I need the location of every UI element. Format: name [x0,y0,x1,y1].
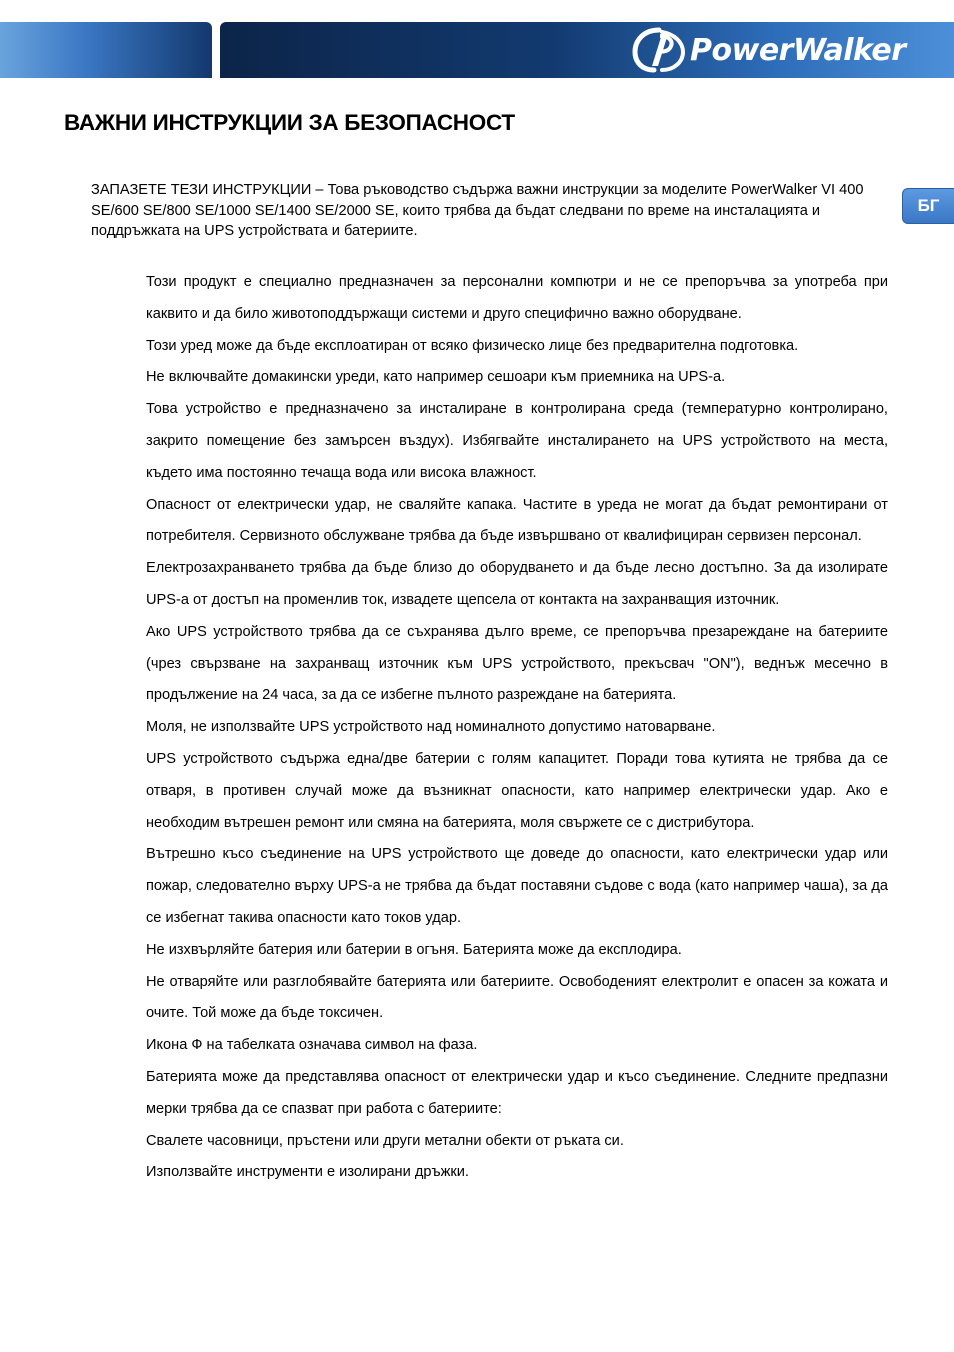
instruction-item: Използвайте инструменти е изолирани дръжки. [146,1164,469,1181]
instruction-item: Икона Ф на табелката означава символ на фаза. [146,1037,478,1054]
instruction-item: Не включвайте домакински уреди, като например сешоари към приемника на UPS-а. [146,369,726,386]
instruction-item: Ако UPS устройството трябва да се съхранява дълго време, се препоръчва презареждане на батериите (чрез свързване на захранващ източник към UPS устройството, прекъсвач "ON"), веднъж месечно в продължение на 24 часа, за да се избегне пълното разреждане на батерията. [146,623,888,704]
powerwalker-logo-icon [632,26,686,74]
instruction-item: Вътрешно късо съединение на UPS устройството ще доведе до опасности, като електрически удар или пожар, следователно върху UPS-а не трябва да бъдат поставяни съдове с вода (като например чаша), за да се избегнат такива опасности като токов удар. [146,846,888,926]
instruction-item: Не отваряйте или разглобявайте батерията или батериите. Освободеният електролит е опасен за кожата и очите. Той може да бъде токсичен. [146,973,888,1022]
instruction-list [146,267,888,1189]
instruction-item: Опасност от електрически удар, не сваляйте капака. Частите в уреда не могат да бъдат ремонтирани от потребителя. Сервизното обслужване трябва да бъде извършвано от квалифициран сервизен персонал. [146,496,888,545]
instruction-item: Батерията може да представлява опасност от електрически удар и късо съединение. Следните предпазни мерки трябва да се спазват при работа с батериите: [146,1068,888,1117]
instruction-item: Този уред може да бъде експлоатиран от всяко физическо лице без предварителна подготовка. [146,337,799,354]
instruction-item: Свалете часовници, пръстени или други метални обекти от ръката си. [146,1132,624,1149]
instruction-item: UPS устройството съдържа една/две батерии с голям капацитет. Поради това кутията не трябва да се отваря, в противен случай може да възникнат опасности, като например електрически удар. Ако е необходим вътрешен ремонт или смяна на батерията, моля свържете се с дистрибутора. [146,750,888,831]
instruction-item: Не изхвърляйте батерия или батерии в огъня. Батерията може да експлодира. [146,941,682,958]
header-banner [0,22,954,78]
instruction-item: Този продукт е специално предназначен за персонални компютри и не се препоръчва за употреба при каквито и да било животоподдържащи системи и друго специфично важно оборудване. [146,274,888,322]
page-title: ВАЖНИ ИНСТРУКЦИИ ЗА БЕЗОПАСНОСТ [64,110,515,135]
instruction-item: Моля, не използвайте UPS устройството над номиналното допустимо натоварване. [146,719,716,736]
intro-paragraph: ЗАПАЗЕТЕ ТЕЗИ ИНСТРУКЦИИ – Това ръководство съдържа важни инструкции за моделите PowerWalker VI 400 SE/600 SE/800 SE/1000 SE/1400 SE/2000 SE, които трябва да бъдат следвани по време на инсталацията и поддръжката на UPS устройствата и батериите. [91,182,864,239]
instruction-item: Електрозахранването трябва да бъде близо до оборудването и да бъде лесно достъпно. За да изолирате UPS-а от достъп на променлив ток, извадете щепсела от контакта на захранващия източник. [146,560,888,608]
instruction-item: Това устройство е предназначено за инсталиране в контролирана среда (температурно контролирано, закрито помещение без замърсен въздух). Избягвайте инсталирането на UPS устройството на места, където има постоянно течаща вода или висока влажност. [146,401,888,481]
brand-name: PowerWalker [690,32,906,68]
brand-logo [632,25,906,75]
language-tab[interactable]: БГ [902,188,954,224]
header-left-block [0,22,212,78]
